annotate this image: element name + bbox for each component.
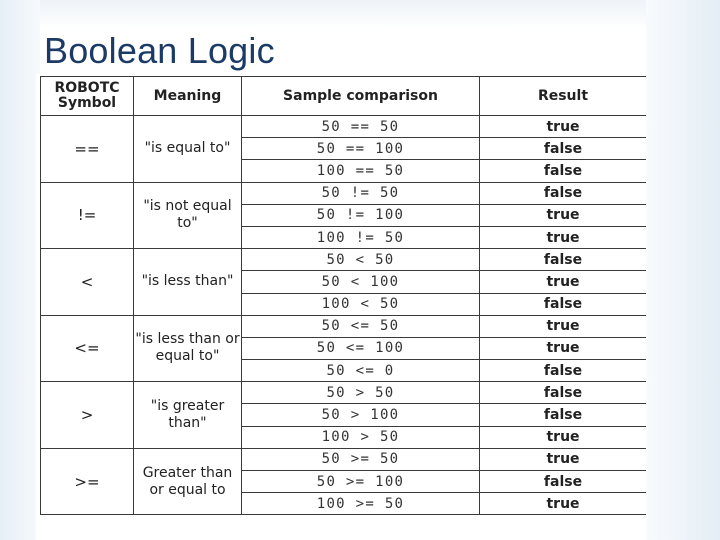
comparison-cell: 50 <= 0 (242, 360, 480, 382)
slide-title: Boolean Logic (44, 30, 275, 71)
table-row (41, 182, 647, 204)
result-cell: true (480, 448, 647, 470)
result-cell: true (480, 116, 647, 138)
result-cell: false (480, 404, 647, 426)
result-cell: false (480, 471, 647, 493)
symbol-cell: >= (41, 448, 134, 515)
result-cell: true (480, 337, 647, 359)
comparison-cell: 100 != 50 (242, 226, 480, 248)
symbol-cell: > (41, 382, 134, 449)
result-cell: true (480, 204, 647, 226)
result-cell: true (480, 226, 647, 248)
comparison-cell: 50 != 50 (242, 182, 480, 204)
meaning-cell: "is less than" (134, 249, 242, 316)
comparison-cell: 100 >= 50 (242, 493, 480, 515)
result-cell: false (480, 360, 647, 382)
background-left-gradient (0, 0, 40, 540)
comparison-cell: 50 >= 50 (242, 448, 480, 470)
result-cell: false (480, 138, 647, 160)
header-sample-comparison: Sample comparison (242, 77, 480, 116)
result-cell: false (480, 249, 647, 271)
meaning-cell: "is less than or equal to" (134, 315, 242, 382)
header-symbol: ROBOTC Symbol (41, 77, 134, 116)
table-row (41, 249, 647, 271)
result-cell: false (480, 160, 647, 182)
result-cell: false (480, 182, 647, 204)
table-row (41, 382, 647, 404)
background-right-gradient (646, 0, 720, 540)
symbol-cell: == (41, 116, 134, 183)
comparison-cell: 100 < 50 (242, 293, 480, 315)
result-cell: true (480, 315, 647, 337)
table-row (41, 116, 647, 138)
table-row (41, 448, 647, 470)
header-meaning: Meaning (134, 77, 242, 116)
result-cell: true (480, 493, 647, 515)
meaning-cell: Greater than or equal to (134, 448, 242, 515)
comparison-cell: 50 > 50 (242, 382, 480, 404)
comparison-cell: 50 == 100 (242, 138, 480, 160)
meaning-cell: "is greater than" (134, 382, 242, 449)
comparison-cell: 50 <= 100 (242, 337, 480, 359)
symbol-cell: <= (41, 315, 134, 382)
table-body (41, 116, 647, 515)
header-row (41, 77, 647, 116)
comparison-cell: 50 <= 50 (242, 315, 480, 337)
meaning-cell: "is not equal to" (134, 182, 242, 249)
table-row (41, 315, 647, 337)
boolean-logic-table (40, 76, 646, 515)
symbol-cell: != (41, 182, 134, 249)
comparison-cell: 50 != 100 (242, 204, 480, 226)
comparison-cell: 50 == 50 (242, 116, 480, 138)
header-result: Result (480, 77, 647, 116)
comparison-cell: 100 > 50 (242, 426, 480, 448)
table-image (36, 74, 646, 540)
comparison-cell: 50 >= 100 (242, 471, 480, 493)
comparison-cell: 50 < 50 (242, 249, 480, 271)
background-top (0, 0, 720, 30)
result-cell: false (480, 293, 647, 315)
result-cell: true (480, 271, 647, 293)
meaning-cell: "is equal to" (134, 116, 242, 183)
comparison-cell: 50 < 100 (242, 271, 480, 293)
result-cell: false (480, 382, 647, 404)
result-cell: true (480, 426, 647, 448)
symbol-cell: < (41, 249, 134, 316)
comparison-cell: 50 > 100 (242, 404, 480, 426)
comparison-cell: 100 == 50 (242, 160, 480, 182)
